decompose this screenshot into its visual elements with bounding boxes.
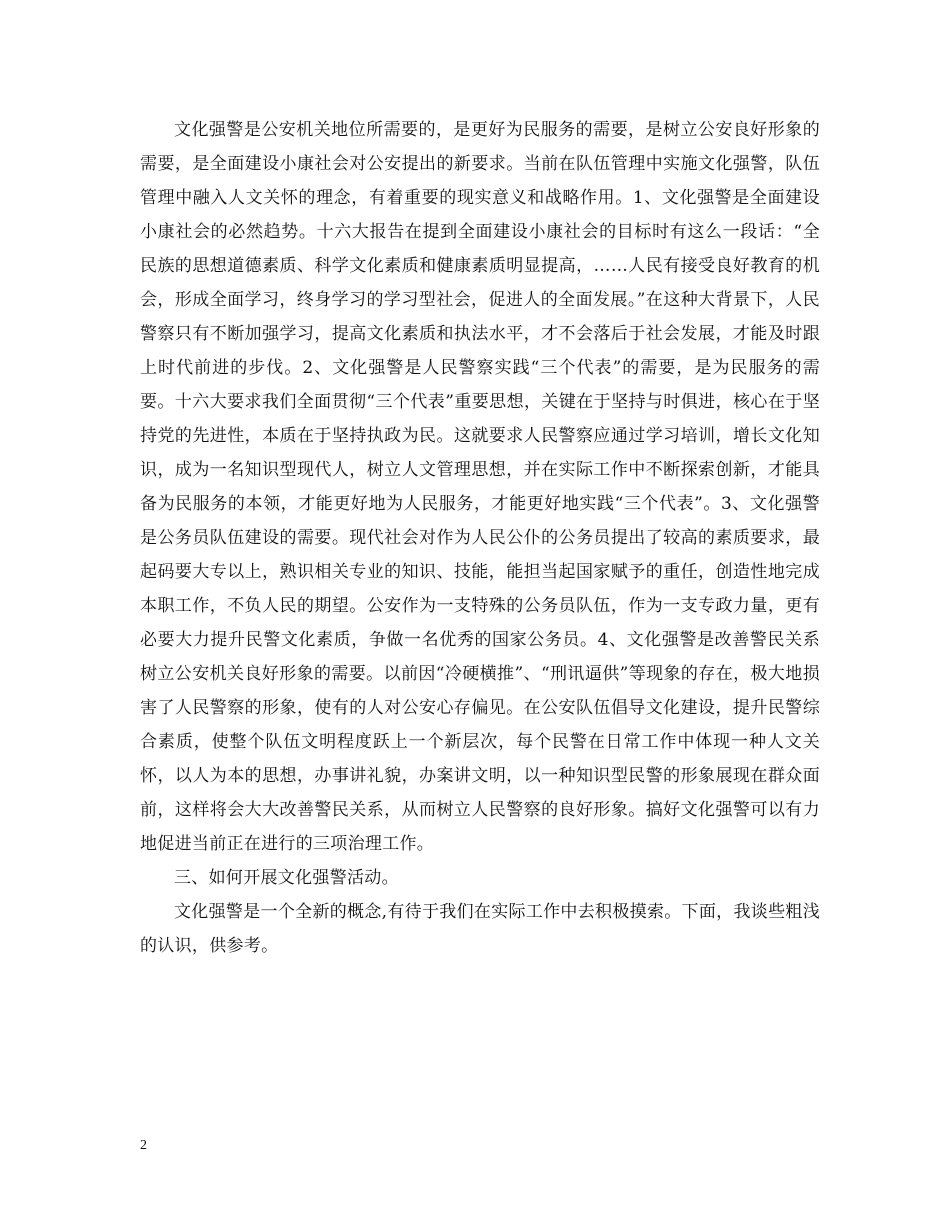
body-text <box>140 113 820 963</box>
paragraph-main: 文化强警是公安机关地位所需要的，是更好为民服务的需要，是树立公安良好形象的需要，是全面建设小康社会对公安提出的新要求。当前在队伍管理中实施文化强警，队伍管理中融入人文关怀的理念，有着重要的现实意义和战略作用。1、文化强警是全面建设小康社会的必然趋势。十六大报告在提到全面建设小康社会的目标时有这么一段话：“全民族的思想道德素质、科学文化素质和健康素质明显提高，……人民有接受良好教育的机会，形成全面学习，终身学习的学习型社会，促进人的全面发展。”在这种大背景下，人民警察只有不断加强学习，提高文化素质和执法水平，才不会落后于社会发展，才能及时跟上时代前进的步伐。2、文化强警是人民警察实践“三个代表”的需要，是为民服务的需要。十六大要求我们全面贯彻“三个代表”重要思想，关键在于坚持与时俱进，核心在于坚持党的先进性，本质在于坚持执政为民。这就要求人民警察应通过学习培训，增长文化知识，成为一名知识型现代人，树立人文管理思想，并在实际工作中不断探索创新，才能具备为民服务的本领，才能更好地为人民服务，才能更好地实践“三个代表”。3、文化强警是公务员队伍建设的需要。现代社会对作为人民公仆的公务员提出了较高的素质要求，最起码要大专以上，熟识相关专业的知识、技能，能担当起国家赋予的重任，创造性地完成本职工作，不负人民的期望。公安作为一支特殊的公务员队伍，作为一支专政力量，更有必要大力提升民警文化素质，争做一名优秀的国家公务员。4、文化强警是改善警民关系树立公安机关良好形象的需要。以前因“冷硬横推”、“刑讯逼供”等现象的存在，极大地损害了人民警察的形象，使有的人对公安心存偏见。在公安队伍倡导文化建设，提升民警综合素质，使整个队伍文明程度跃上一个新层次，每个民警在日常工作中体现一种人文关怀，以人为本的思想，办事讲礼貌，办案讲文明，以一种知识型民警的形象展现在群众面前，这样将会大大改善警民关系，从而树立人民警察的良好形象。搞好文化强警可以有力地促进当前正在进行的三项治理工作。 <box>140 120 820 854</box>
section-heading: 三、如何开展文化强警活动。 <box>174 868 399 888</box>
page-number: 2 <box>140 1138 147 1153</box>
paragraph-intro: 文化强警是一个全新的概念,有待于我们在实际工作中去积极摸索。下面，我谈些粗浅的认识，供参考。 <box>140 902 820 956</box>
